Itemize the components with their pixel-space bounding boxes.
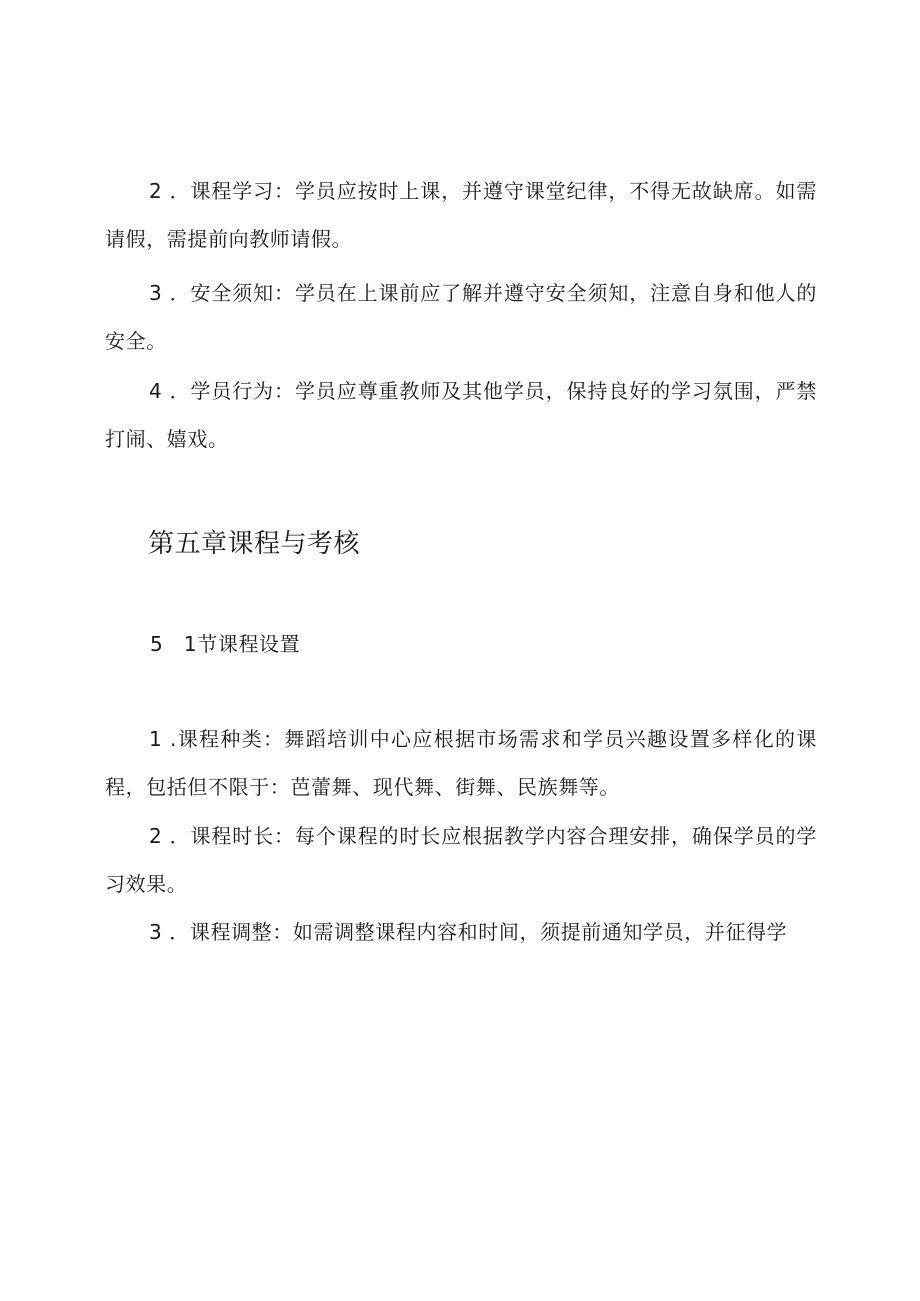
paragraph-course-adjustment: 3 ．课程调整：如需调整课程内容和时间，须提前通知学员，并征得学 bbox=[149, 920, 788, 944]
paragraph-course-duration: 2 ．课程时长：每个课程的时长应根据教学内容合理安排，确保学员的学习效果。 bbox=[105, 824, 817, 896]
paragraph-safety-notice: 3 ．安全须知：学员在上课前应了解并遵守安全须知，注意自身和他人的安全。 bbox=[105, 281, 817, 353]
chapter-title: 第五章课程与考核 bbox=[148, 529, 361, 559]
section-title: 5 1节课程设置 bbox=[150, 632, 301, 656]
paragraph-course-study: 2 ．课程学习：学员应按时上课，并遵守课堂纪律，不得无故缺席。如需请假，需提前向教师请假。 bbox=[105, 179, 817, 251]
paragraph-course-types: 1 .课程种类：舞蹈培训中心应根据市场需求和学员兴趣设置多样化的课程，包括但不限于：芭蕾舞、现代舞、街舞、民族舞等。 bbox=[105, 727, 817, 799]
paragraph-student-behavior: 4 ．学员行为：学员应尊重教师及其他学员，保持良好的学习氛围，严禁打闹、嬉戏。 bbox=[105, 379, 817, 451]
